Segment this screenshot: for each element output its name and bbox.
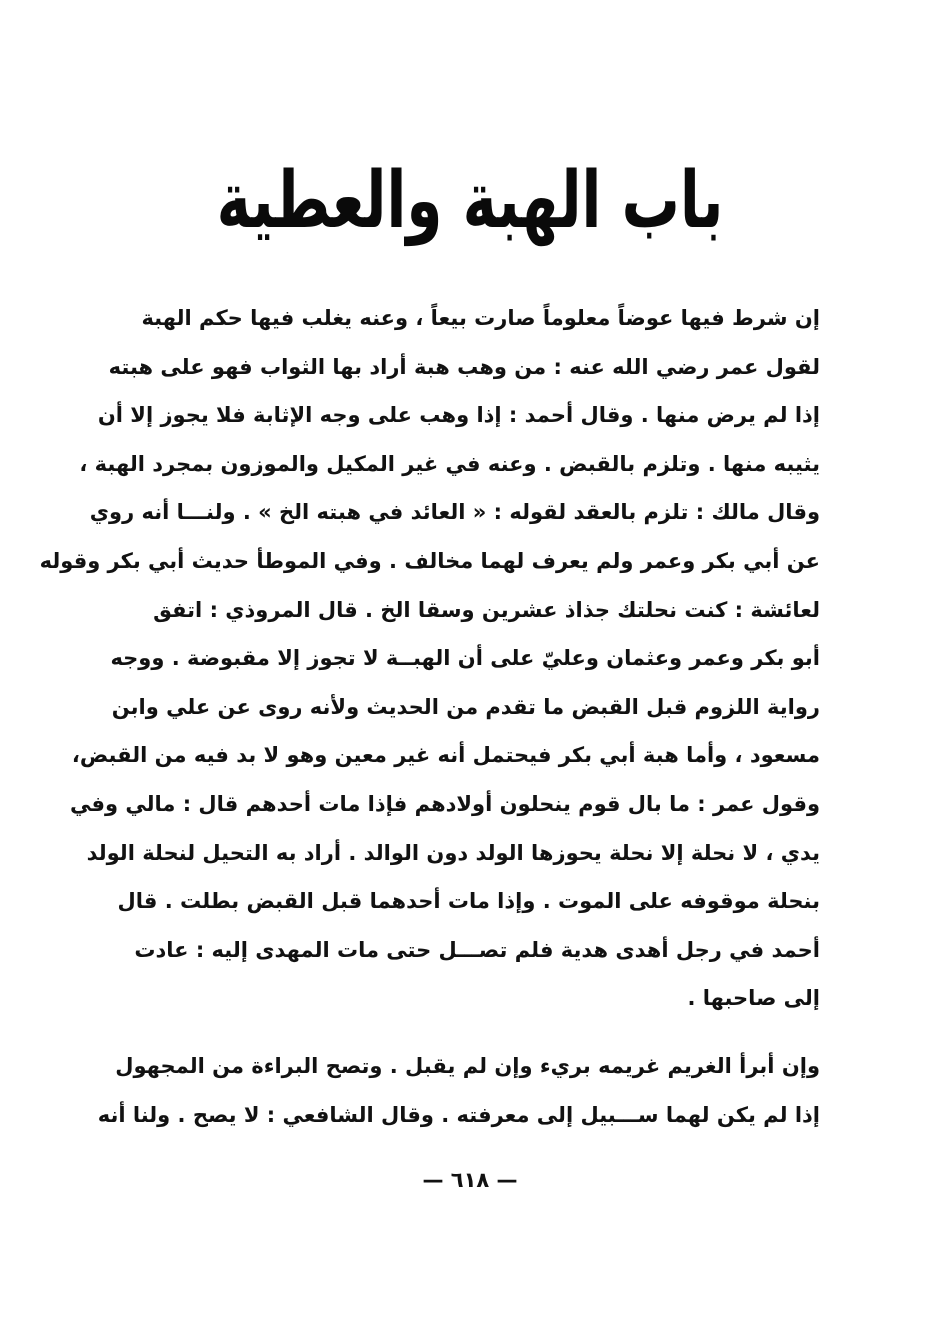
text-line: عن أبي بكر وعمر ولم يعرف لهما مخالف . وفي الموطأ حديث أبي بكر وقوله — [39, 548, 820, 573]
text-line: وقال مالك : تلزم بالعقد لقوله : « العائد في هبته الخ » . ولنـــا أنه روي — [89, 500, 820, 525]
text-line: وقول عمر : ما بال قوم ينحلون أولادهم فإذا مات أحدهم قال : مالي وفي — [70, 791, 820, 816]
text-line: إذا لم يكن لهما ســـبيل إلى معرفته . وقال الشافعي : لا يصح . ولنا أنه — [97, 1102, 820, 1127]
text-line: وإن أبرأ الغريم غريمه بريء وإن لم يقبل . وتصح البراءة من المجهول — [115, 1054, 820, 1078]
paragraph-2 — [97, 1042, 820, 1139]
text-line: رواية اللزوم قبل القبض ما تقدم من الحديث ولأنه روى عن علي وابن — [111, 694, 820, 719]
text-line: إلى صاحبها . — [687, 986, 820, 1011]
text-line: لعائشة : كنت نحلتك جذاذ عشرين وسقا الخ . قال المروذي : اتفق — [153, 597, 820, 622]
chapter-heading — [216, 135, 724, 265]
text-line: إن شرط فيها عوضاً معلوماً صارت بيعاً ، وعنه يغلب فيها حكم الهبة — [141, 306, 820, 330]
text-line: بنحلة موقوفه على الموت . وإذا مات أحدهما قبل القبض بطلت . قال — [117, 889, 820, 914]
text-line: أبو بكر وعمر وعثمان وعليّ على أن الهبــة لا تجوز إلا مقبوضة . ووجه — [110, 646, 820, 671]
text-line: أحمد في رجل أهدى هدية فلم تصـــل حتى مات المهدى إليه : عادت — [134, 937, 820, 962]
text-line: يدي ، لا نحلة إلا نحلة يحوزها الولد دون الوالد . أراد به التحيل لنحلة الولد — [86, 840, 820, 865]
text-line: إذا لم يرض منها . وقال أحمد : إذا وهب على وجه الإثابة فلا يجوز إلا أن — [97, 403, 820, 428]
chapter-title: باب الهبة والعطية — [216, 154, 724, 246]
paragraph-1 — [39, 294, 820, 1023]
text-line: لقول عمر رضي الله عنه : من وهب هبة أراد بها الثواب فهو على هبته — [108, 354, 820, 379]
page-number: — ٦١٨ — — [422, 1168, 518, 1192]
text-line: يثيبه منها . وتلزم بالقبض . وعنه في غير المكيل والموزون بمجرد الهبة ، — [79, 451, 820, 476]
text-line: مسعود ، وأما هبة أبي بكر فيحتمل أنه غير معين وهو لا بد فيه من القبض، — [71, 743, 820, 768]
